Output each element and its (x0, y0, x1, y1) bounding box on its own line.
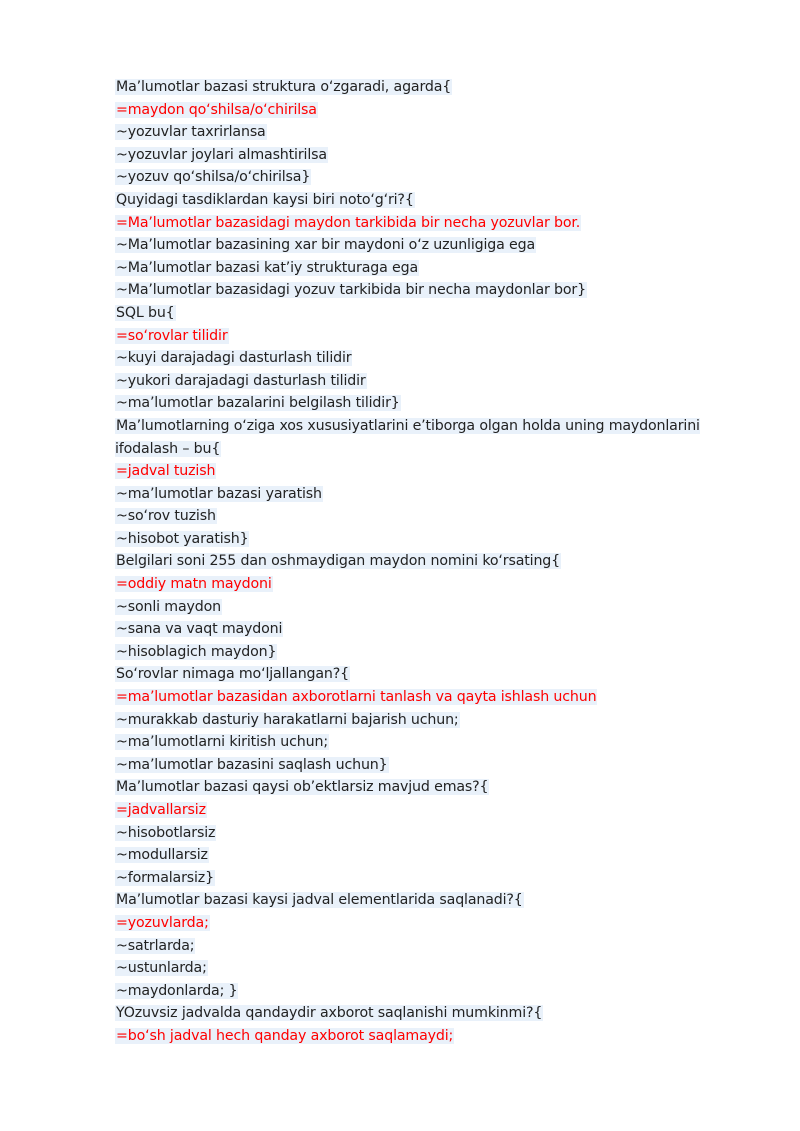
text-line (115, 550, 727, 573)
answer-line-correct (115, 912, 727, 935)
text-line (115, 776, 727, 799)
line-text: ~modullarsiz (116, 847, 208, 864)
line-text: Belgilari soni 255 dan oshmaydigan maydon nomini ko‘rsating{ (116, 553, 561, 570)
line-text: Ma’lumotlar bazasi kaysi jadval elementlarida saqlanadi?{ (116, 892, 523, 909)
line-text: ~yozuvlar joylari almashtirilsa (116, 146, 327, 163)
line-text: ~ma’lumotlar bazasini saqlash uchun} (116, 756, 388, 773)
text-line (115, 754, 727, 777)
line-text: ~so‘rov tuzish (116, 508, 216, 525)
line-text: ~hisoblagich maydon} (116, 643, 277, 660)
text-line (115, 166, 727, 189)
line-text: ~hisobotlarsiz (116, 824, 216, 841)
answer-line-correct (115, 212, 727, 235)
line-text: ~Ma’lumotlar bazasi kat’iy strukturaga ega (116, 259, 418, 276)
line-text: ~Ma’lumotlar bazasining xar bir maydoni o‘z uzunligiga ega (116, 237, 536, 254)
line-text: ~satrlarda; (116, 937, 195, 954)
text-line (115, 957, 727, 980)
line-text: ~Ma’lumotlar bazasidagi yozuv tarkibida bir necha maydonlar bor} (116, 282, 586, 299)
text-line (115, 370, 727, 393)
line-text: =oddiy matn maydoni (116, 576, 272, 593)
text-line (115, 302, 727, 325)
text-line (115, 596, 727, 619)
line-text: Quyidagi tasdiklardan kaysi biri noto‘g‘ri?{ (116, 191, 414, 208)
line-text: ~yukori darajadagi dasturlash tilidir (116, 372, 366, 389)
text-line (115, 641, 727, 664)
line-text: =jadval tuzish (116, 463, 216, 480)
text-line (115, 121, 727, 144)
text-line (115, 279, 727, 302)
line-text: =Ma’lumotlar bazasidagi maydon tarkibida bir necha yozuvlar bor. (116, 214, 581, 231)
answer-line-correct (115, 1025, 727, 1048)
line-text: ~formalarsiz} (116, 869, 214, 886)
line-text: Ma’lumotlar bazasi qaysi ob’ektlarsiz mavjud emas?{ (116, 779, 489, 796)
text-line (115, 505, 727, 528)
line-text: ~ma’lumotlar bazalarini belgilash tilidir} (116, 395, 400, 412)
text-line (115, 76, 727, 99)
document-body (115, 76, 727, 1048)
text-line (115, 844, 727, 867)
line-text: =so‘rovlar tilidir (116, 327, 228, 344)
line-text: =ma’lumotlar bazasidan axborotlarni tanlash va qayta ishlash uchun (116, 689, 597, 706)
text-line (115, 234, 727, 257)
line-text: ~hisobot yaratish} (116, 530, 249, 547)
text-line (115, 189, 727, 212)
text-line (115, 483, 727, 506)
line-text: =bo‘sh jadval hech qanday axborot saqlamaydi; (116, 1027, 454, 1044)
line-text: SQL bu{ (116, 304, 175, 321)
text-line (115, 144, 727, 167)
text-line (115, 415, 727, 460)
line-text: =jadvallarsiz (116, 802, 206, 818)
text-line (115, 980, 727, 1003)
line-text: =maydon qo‘shilsa/o‘chirilsa (116, 101, 317, 118)
line-text: YOzuvsiz jadvalda qandaydir axborot saqlanishi mumkinmi?{ (116, 1005, 543, 1022)
line-text: ~sana va vaqt maydoni (116, 621, 283, 638)
text-line (115, 618, 727, 641)
line-text: Ma’lumotlarning o‘ziga xos xususiyatlarini e’tiborga olgan holda uning maydonlarini ifodalash – bu{ (115, 417, 700, 457)
line-text: ~murakkab dasturiy harakatlarni bajarish uchun; (116, 711, 459, 728)
line-text: ~ma’lumotlarni kiritish uchun; (116, 734, 328, 751)
text-line (115, 709, 727, 732)
line-text: Ma’lumotlar bazasi struktura o‘zgaradi, agarda{ (116, 79, 452, 95)
line-text: ~yozuvlar taxrirlansa (116, 124, 266, 141)
answer-line-correct (115, 99, 727, 122)
text-line (115, 663, 727, 686)
answer-line-correct (115, 799, 727, 822)
answer-line-correct (115, 460, 727, 483)
text-line (115, 528, 727, 551)
text-line (115, 889, 727, 912)
line-text: ~kuyi darajadagi dasturlash tilidir (116, 350, 352, 367)
text-line (115, 731, 727, 754)
line-text: ~sonli maydon (116, 598, 221, 615)
answer-line-correct (115, 686, 727, 709)
line-text: =yozuvlarda; (116, 914, 209, 931)
answer-line-correct (115, 573, 727, 596)
text-line (115, 1002, 727, 1025)
answer-line-correct (115, 325, 727, 348)
line-text: ~maydonlarda; } (116, 982, 238, 999)
text-line (115, 822, 727, 845)
text-line (115, 867, 727, 890)
text-line (115, 935, 727, 958)
text-line (115, 392, 727, 415)
line-text: ~ustunlarda; (116, 960, 207, 977)
text-line (115, 347, 727, 370)
line-text: So‘rovlar nimaga mo‘ljallangan?{ (116, 666, 350, 683)
line-text: ~ma’lumotlar bazasi yaratish (116, 485, 322, 502)
text-line (115, 257, 727, 280)
line-text: ~yozuv qo‘shilsa/o‘chirilsa} (116, 169, 311, 186)
